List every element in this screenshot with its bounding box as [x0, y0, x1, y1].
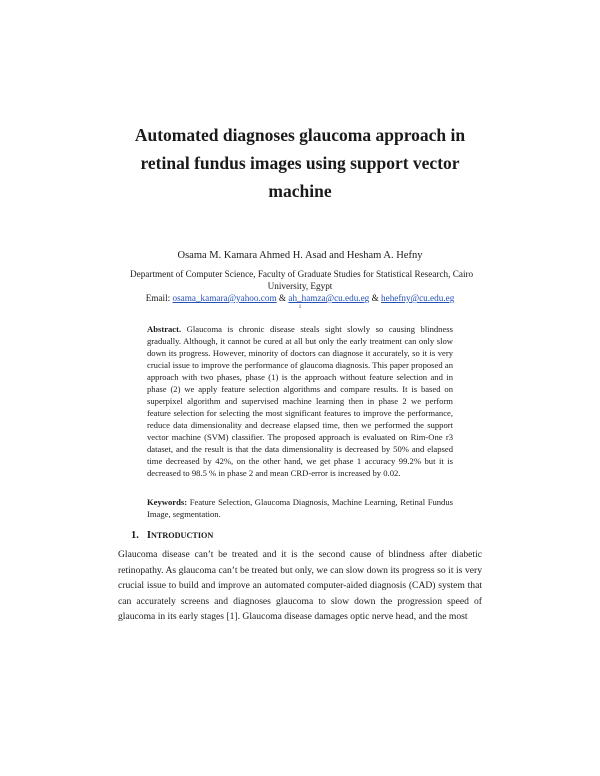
section-title-initial: I [146, 530, 151, 541]
introduction-paragraph: Glaucoma disease can’t be treated and it is the second cause of blindness after diabetic retinopathy. As glaucoma can’t be treated but only, we can slow down its progress so it is very crucial issue to build and improve an automated computer-aided diagnosis (CAD) system that can accurately screens and diagnoses glaucoma to slow down the progression speed of glaucoma in its early stages [1]. Glaucoma disease damages optic nerve head, and the most [118, 549, 482, 623]
affiliation-line: Department of Computer Science, Faculty of Graduate Studies for Statistical Research, Cairo [130, 269, 474, 279]
keywords [147, 496, 453, 520]
email-separator: & [278, 293, 287, 303]
email-separator: & [371, 293, 379, 303]
affiliation-line: University, Egypt [267, 281, 333, 291]
email-label: Email: [145, 293, 171, 303]
author-list: Osama M. Kamara Ahmed H. Asad and Hesham A. Hefny [177, 250, 423, 261]
email-link-hefny[interactable]: hehefny@cu.edu.eg [381, 293, 455, 303]
footnote-mark: 1 [298, 305, 302, 310]
email-line [130, 292, 470, 304]
keywords-text: Feature Selection, Glaucoma Diagnosis, Machine Learning, Retinal Fundus Image, segmentation. [147, 497, 454, 519]
abstract-text: Glaucoma is chronic disease steals sight slowly so causing blindness gradually. Although, it cannot be cured at all but only the early treatment can only slow down its progress. However, minority of doctors can diagnose it accurately, so it is very crucial issue to improve the performance of glaucoma diagnosis. This paper proposed an approach with two phases, phase (1) is the approach without feature selection and in phase (2) we apply feature selection algorithms and compare results. It is based on superpixel algorithm and supervised machine learning then in phase 2 we perform feature selection for selecting the most significant features to improve the performance, reduce data dimensionality and decrease elapsed time, then we performed the support vector machine (SVM) classifier. The proposed approach is evaluated on Rim-One r3 dataset, and the result is that the data dimensionality is decreased by 50% and elapsed time decreased by 42%, on the other hand, we get phase 1 accuracy 99.2% but it is decreased to 98.5 % in phase 2 and mean CRD-error is increased by 0.02. [147, 324, 453, 478]
email-link-hamza[interactable]: ah_hamza@cu.edu.eg [288, 293, 370, 303]
email-link-kamara[interactable]: osama_kamara@yahoo.com [172, 293, 277, 303]
keywords-label: Keywords: [147, 497, 188, 507]
section-title-rest: NTRODUCTION [150, 531, 214, 540]
affiliation-block [130, 268, 474, 304]
abstract [147, 323, 453, 479]
title-line: machine [268, 181, 332, 201]
section-heading-introduction [131, 529, 213, 543]
paper-title [100, 121, 500, 205]
abstract-label: Abstract. [147, 324, 182, 334]
section-number: 1. [131, 530, 139, 541]
title-line: Automated diagnoses glaucoma approach in [134, 125, 466, 145]
title-line: retinal fundus images using support vector [140, 153, 460, 173]
